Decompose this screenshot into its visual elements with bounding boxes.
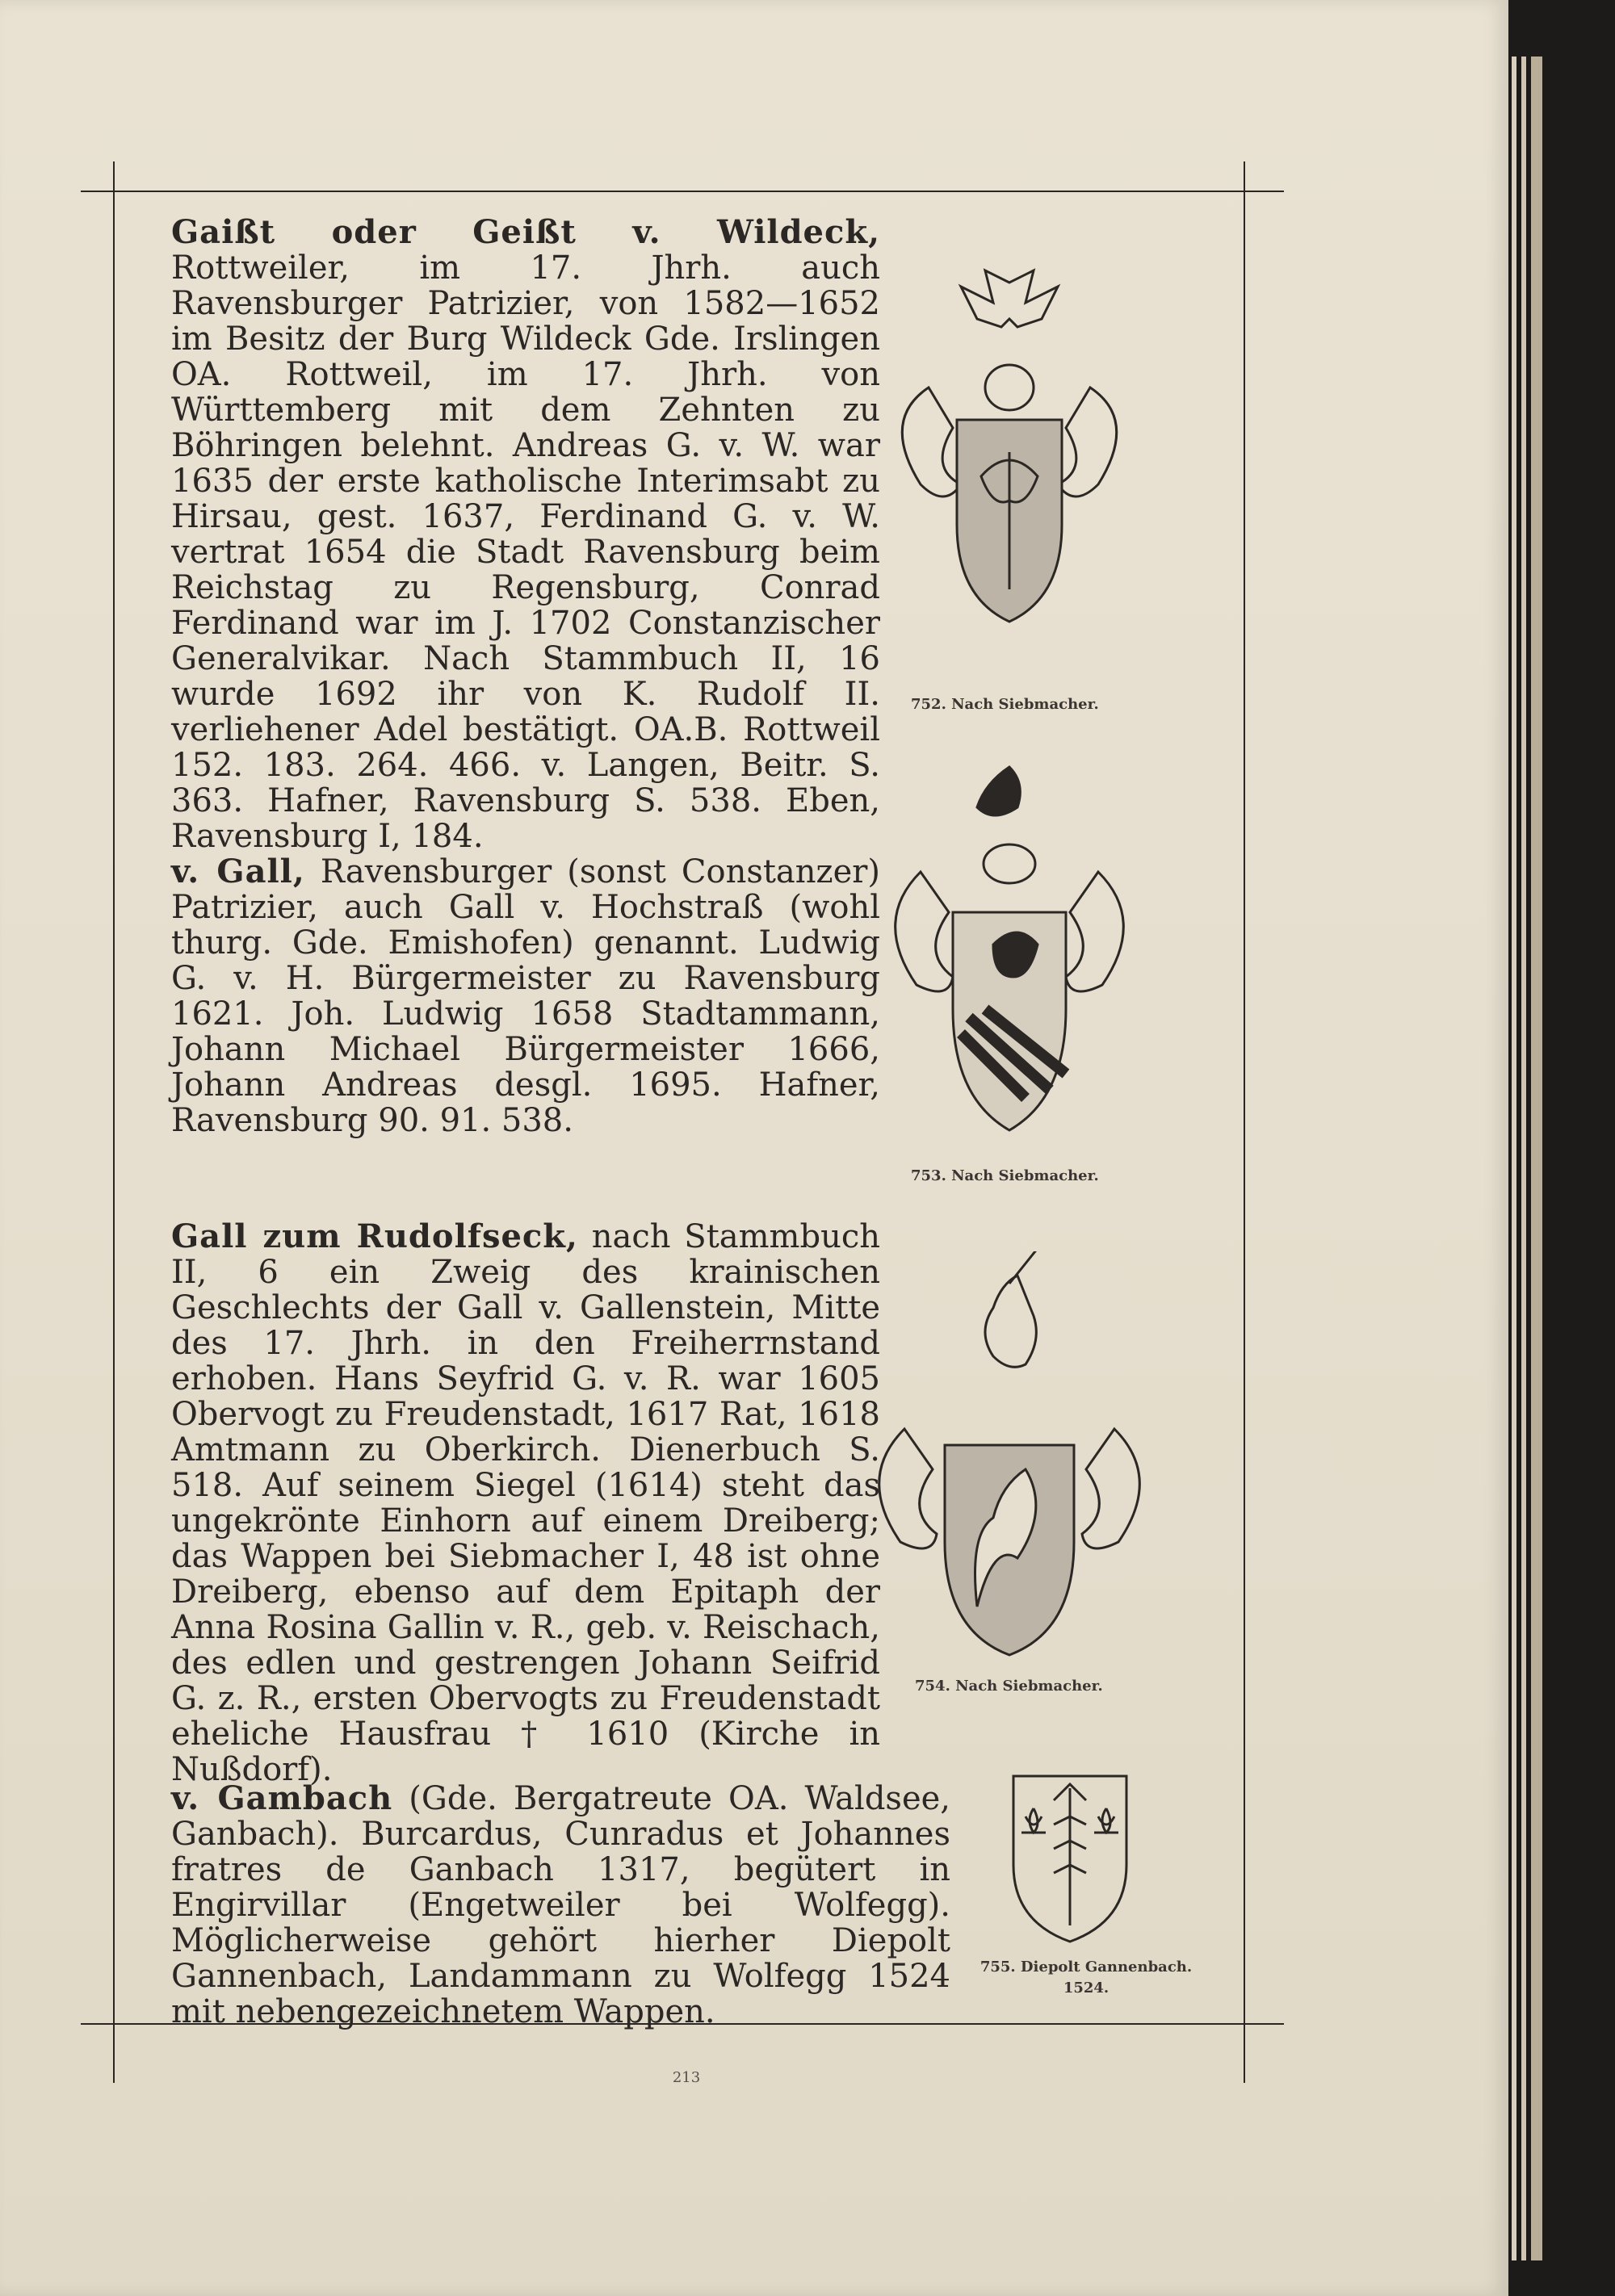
coat-of-arms-eagle-icon <box>872 266 1147 686</box>
figure-caption: 752. Nach Siebmacher. <box>911 696 1099 713</box>
coat-of-arms-unicorn-icon <box>856 1251 1163 1663</box>
page-number: 213 <box>672 2069 701 2086</box>
entry-gaisst <box>171 215 880 854</box>
figure-caption: 754. Nach Siebmacher. <box>915 1678 1103 1695</box>
coat-of-arms-rooster-icon <box>872 751 1147 1163</box>
right-rule <box>1244 161 1245 2083</box>
figure-caption: 753. Nach Siebmacher. <box>911 1167 1099 1184</box>
entry-heading: Gaißt oder Geißt v. Wildeck, <box>171 213 880 251</box>
entry-gall-rudolfseck <box>171 1219 880 1787</box>
entry-text: nach Stammbuch II, 6 ein Zweig des krainischen Geschlechts der Gall v. Gallenstein, Mitte des 17. Jhrh. in den Freiherrnstand erhoben. Hans Seyfrid G. v. R. war 1605 Obervogt zu Freudenstadt, 1617 Rat, 1618 Amtmann zu Oberkirch. Dienerbuch S. 518. Auf seinem Siegel (1614) steht das ungekrönte Einhorn auf einem Dreiberg; das Wappen bei Siebmacher I, 48 ist ohne Dreiberg, ebenso auf dem Epitaph der Anna Rosina Gallin v. R., geb. v. Reischach, des edlen und gestrengen Johann Seifrid G. z. R., ersten Obervogts zu Freudenstadt eheliche Hausfrau † 1610 (Kirche in Nußdorf). <box>171 1218 881 1788</box>
entry-heading: v. Gambach <box>171 1779 393 1817</box>
page-edge <box>1512 57 1516 2260</box>
top-rule <box>81 191 1284 192</box>
seal-fleur-de-lis-arrow-icon <box>1005 1768 1135 1946</box>
left-rule <box>113 161 115 2083</box>
entry-gall <box>171 854 880 1138</box>
entry-gambach <box>171 1781 950 2030</box>
entry-heading: Gall zum Rudolfseck, <box>171 1217 578 1255</box>
page-edge <box>1521 57 1526 2260</box>
entry-text: Ravensburger (sonst Constanzer) Patrizier, auch Gall v. Hochstraß (wohl thurg. Gde. Emishofen) genannt. Ludwig G. v. H. Bürgermeister zu Ravensburg 1621. Joh. Ludwig 1658 Stadtammann, Johann Michael Bürgermeister 1666, Johann Andreas desgl. 1695. Hafner, Ravensburg 90. 91. 538. <box>171 853 881 1139</box>
page-edge <box>1531 57 1542 2260</box>
entry-text: Rottweiler, im 17. Jhrh. auch Ravensburger Patrizier, von 1582—1652 im Besitz der Burg Wildeck Gde. Irslingen OA. Rottweil, im 17. Jhrh. von Württemberg mit dem Zehnten zu Böhringen belehnt. Andreas G. v. W. war 1635 der erste katholische Interimsabt zu Hirsau, gest. 1637, Ferdinand G. v. W. vertrat 1654 die Stadt Ravensburg beim Reichstag zu Regensburg, Conrad Ferdinand war im J. 1702 Constanzischer Generalvikar. Nach Stammbuch II, 16 wurde 1692 ihr von K. Rudolf II. verliehener Adel bestätigt. OA.B. Rottweil 152. 183. 264. 466. v. Langen, Beitr. S. 363. Hafner, Ravensburg S. 538. Eben, Ravensburg I, 184. <box>171 249 880 855</box>
entry-heading: v. Gall, <box>171 853 305 890</box>
figure-caption: 755. Diepolt Gannenbach. 1524. <box>979 1959 1193 1996</box>
entry-text: (Gde. Bergatreute OA. Waldsee, Ganbach). Burcardus, Cunradus et Johannes fratres de Ganbach 1317, begütert in Engirvillar (Engetweiler bei Wolfegg). Möglicherweise gehört hierher Diepolt Gannenbach, Landammann zu Wolfegg 1524 mit nebengezeichnetem Wappen. <box>171 1780 951 2030</box>
